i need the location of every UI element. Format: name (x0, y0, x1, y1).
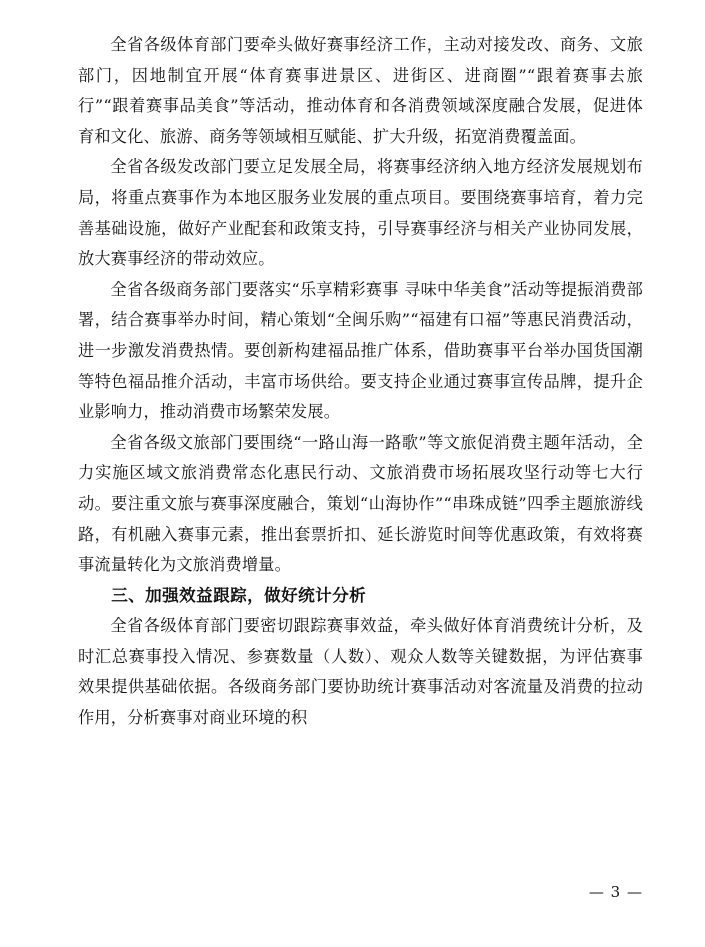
section-heading: 三、加强效益跟踪，做好统计分析 (111, 585, 367, 605)
paragraph-1: 全省各级体育部门要牵头做好赛事经济工作，主动对接发改、商务、文旅部门，因地制宜开展“体育赛事进景区、进街区、进商圈”“跟着赛事去旅行”“跟着赛事品美食”等活动，推动体育和各消费领域深度融合发展，促进体育和文化、旅游、商务等领域相互赋能、扩大升级，拓宽消费覆盖面。 (78, 35, 643, 146)
paragraph-3: 全省各级商务部门要落实“乐享精彩赛事 寻味中华美食”活动等提振消费部署，结合赛事举办时间，精心策划“全闽乐购”“福建有口福”等惠民消费活动，进一步激发消费热情。要创新构建福品推广体系，借助赛事平台举办国货国潮等特色福品推介活动，丰富市场供给。要支持企业通过赛事宣传品牌，提升企业影响力，推动消费市场繁荣发展。 (78, 279, 643, 422)
paragraph-5: 全省各级体育部门要密切跟踪赛事效益，牵头做好体育消费统计分析，及时汇总赛事投入情况、参赛数量（人数）、观众人数等关键数据，为评估赛事效果提供基础依据。各级商务部门要协助统计赛事活动对客流量及消费的拉动作用，分析赛事对商业环境的积 (78, 616, 643, 728)
paragraph-4: 全省各级文旅部门要围绕“一路山海一路歌”等文旅促消费主题年活动，全力实施区域文旅消费常态化惠民行动、文旅消费市场拓展攻坚行动等七大行动。要注重文旅与赛事深度融合，策划“山海协作”“串珠成链”四季主题旅游线路，有机融入赛事元素，推出套票折扣、延长游览时间等优惠政策，有效将赛事流量转化为文旅消费增量。 (78, 432, 643, 575)
page-number: — 3 — (588, 883, 643, 901)
paragraph-2: 全省各级发改部门要立足发展全局，将赛事经济纳入地方经济发展规划布局，将重点赛事作为本地区服务业发展的重点项目。要围绕赛事培育，着力完善基础设施，做好产业配套和政策支持，引导赛事经济与相关产业协同发展，放大赛事经济的带动效应。 (78, 157, 643, 269)
document-body (78, 30, 643, 734)
